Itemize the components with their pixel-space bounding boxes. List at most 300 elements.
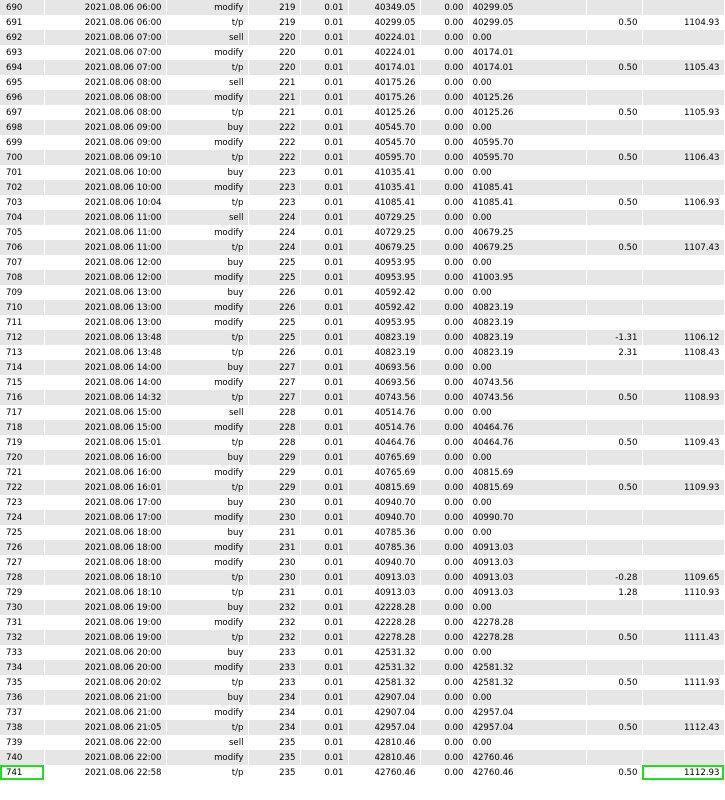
- cell-price: 42228.28: [348, 600, 420, 615]
- cell-tp: 40823.19: [468, 330, 586, 345]
- table-row[interactable]: [0, 570, 724, 585]
- cell-type: t/p: [166, 720, 248, 735]
- table-row[interactable]: [0, 660, 724, 675]
- cell-type: modify: [166, 510, 248, 525]
- table-row[interactable]: [0, 375, 724, 390]
- cell-sl: 0.00: [420, 705, 468, 720]
- cell-row-number: 707: [0, 255, 44, 270]
- cell-profit: [586, 120, 642, 135]
- cell-time: 2021.08.06 13:48: [44, 330, 166, 345]
- cell-tp: 40815.69: [468, 480, 586, 495]
- cell-time: 2021.08.06 21:00: [44, 690, 166, 705]
- cell-type: t/p: [166, 585, 248, 600]
- cell-type: modify: [166, 0, 248, 15]
- cell-profit: [586, 540, 642, 555]
- cell-profit: [586, 555, 642, 570]
- table-row[interactable]: [0, 240, 724, 255]
- cell-tp: 0.00: [468, 210, 586, 225]
- cell-size: 0.01: [300, 540, 348, 555]
- cell-order: 221: [248, 105, 300, 120]
- cell-balance: [642, 225, 724, 240]
- table-row[interactable]: [0, 330, 724, 345]
- cell-row-number: 721: [0, 465, 44, 480]
- cell-balance: [642, 555, 724, 570]
- table-row[interactable]: [0, 390, 724, 405]
- cell-size: 0.01: [300, 240, 348, 255]
- cell-tp: 0.00: [468, 690, 586, 705]
- cell-order: 223: [248, 165, 300, 180]
- cell-size: 0.01: [300, 705, 348, 720]
- cell-order: 231: [248, 525, 300, 540]
- cell-balance: 1108.93: [642, 390, 724, 405]
- cell-sl: 0.00: [420, 765, 468, 780]
- cell-type: t/p: [166, 195, 248, 210]
- table-row[interactable]: [0, 150, 724, 165]
- cell-tp: 0.00: [468, 600, 586, 615]
- cell-balance: [642, 525, 724, 540]
- table-row[interactable]: [0, 270, 724, 285]
- cell-time: 2021.08.06 09:00: [44, 120, 166, 135]
- cell-time: 2021.08.06 19:00: [44, 600, 166, 615]
- cell-time: 2021.08.06 18:10: [44, 570, 166, 585]
- cell-type: modify: [166, 135, 248, 150]
- table-row[interactable]: [0, 135, 724, 150]
- cell-price: 40785.36: [348, 540, 420, 555]
- table-row[interactable]: [0, 555, 724, 570]
- cell-tp: 40823.19: [468, 345, 586, 360]
- cell-balance: [642, 135, 724, 150]
- cell-price: 41035.41: [348, 165, 420, 180]
- cell-sl: 0.00: [420, 345, 468, 360]
- cell-profit: [586, 75, 642, 90]
- cell-balance: 1112.43: [642, 720, 724, 735]
- cell-time: 2021.08.06 13:00: [44, 315, 166, 330]
- table-row[interactable]: [0, 765, 724, 780]
- cell-balance: 1107.43: [642, 240, 724, 255]
- table-row[interactable]: [0, 585, 724, 600]
- cell-size: 0.01: [300, 0, 348, 15]
- cell-order: 226: [248, 345, 300, 360]
- cell-time: 2021.08.06 06:00: [44, 0, 166, 15]
- cell-tp: 0.00: [468, 120, 586, 135]
- cell-time: 2021.08.06 13:00: [44, 285, 166, 300]
- cell-type: modify: [166, 615, 248, 630]
- cell-profit: [586, 90, 642, 105]
- cell-size: 0.01: [300, 525, 348, 540]
- cell-profit: [586, 360, 642, 375]
- cell-order: 231: [248, 585, 300, 600]
- cell-size: 0.01: [300, 15, 348, 30]
- table-row[interactable]: [0, 195, 724, 210]
- cell-size: 0.01: [300, 345, 348, 360]
- cell-size: 0.01: [300, 435, 348, 450]
- cell-price: 40765.69: [348, 450, 420, 465]
- cell-sl: 0.00: [420, 660, 468, 675]
- cell-row-number: 715: [0, 375, 44, 390]
- cell-sl: 0.00: [420, 675, 468, 690]
- cell-sl: 0.00: [420, 630, 468, 645]
- cell-time: 2021.08.06 16:00: [44, 465, 166, 480]
- cell-type: t/p: [166, 330, 248, 345]
- table-row[interactable]: [0, 735, 724, 750]
- cell-row-number: 735: [0, 675, 44, 690]
- table-row[interactable]: [0, 210, 724, 225]
- cell-sl: 0.00: [420, 105, 468, 120]
- table-row[interactable]: [0, 615, 724, 630]
- table-row[interactable]: [0, 495, 724, 510]
- cell-balance: [642, 255, 724, 270]
- table-row[interactable]: [0, 480, 724, 495]
- table-row[interactable]: [0, 225, 724, 240]
- cell-order: 226: [248, 285, 300, 300]
- cell-type: t/p: [166, 480, 248, 495]
- cell-balance: 1109.65: [642, 570, 724, 585]
- cell-row-number: 733: [0, 645, 44, 660]
- table-row[interactable]: [0, 435, 724, 450]
- cell-order: 220: [248, 60, 300, 75]
- cell-sl: 0.00: [420, 180, 468, 195]
- cell-size: 0.01: [300, 75, 348, 90]
- cell-balance: [642, 660, 724, 675]
- cell-time: 2021.08.06 19:00: [44, 615, 166, 630]
- cell-price: 40175.26: [348, 75, 420, 90]
- cell-tp: 42957.04: [468, 720, 586, 735]
- cell-tp: 40464.76: [468, 420, 586, 435]
- cell-balance: [642, 375, 724, 390]
- cell-balance: [642, 615, 724, 630]
- cell-row-number: 740: [0, 750, 44, 765]
- cell-order: 230: [248, 510, 300, 525]
- cell-price: 40464.76: [348, 435, 420, 450]
- cell-size: 0.01: [300, 300, 348, 315]
- cell-price: 40545.70: [348, 120, 420, 135]
- cell-size: 0.01: [300, 390, 348, 405]
- cell-order: 232: [248, 630, 300, 645]
- cell-balance: [642, 120, 724, 135]
- cell-row-number: 737: [0, 705, 44, 720]
- cell-sl: 0.00: [420, 570, 468, 585]
- table-row[interactable]: [0, 675, 724, 690]
- cell-order: 230: [248, 570, 300, 585]
- cell-balance: 1104.93: [642, 15, 724, 30]
- cell-sl: 0.00: [420, 300, 468, 315]
- cell-balance: 1108.43: [642, 345, 724, 360]
- table-row[interactable]: [0, 315, 724, 330]
- cell-profit: [586, 255, 642, 270]
- cell-type: modify: [166, 375, 248, 390]
- table-row[interactable]: [0, 15, 724, 30]
- cell-profit: 0.50: [586, 150, 642, 165]
- cell-sl: 0.00: [420, 690, 468, 705]
- cell-time: 2021.08.06 18:00: [44, 555, 166, 570]
- cell-time: 2021.08.06 15:00: [44, 420, 166, 435]
- cell-tp: 0.00: [468, 285, 586, 300]
- cell-balance: [642, 705, 724, 720]
- cell-size: 0.01: [300, 720, 348, 735]
- cell-sl: 0.00: [420, 0, 468, 15]
- cell-tp: 40743.56: [468, 390, 586, 405]
- cell-order: 227: [248, 360, 300, 375]
- cell-type: sell: [166, 30, 248, 45]
- cell-price: 42760.46: [348, 765, 420, 780]
- cell-size: 0.01: [300, 45, 348, 60]
- cell-order: 233: [248, 675, 300, 690]
- cell-price: 40125.26: [348, 105, 420, 120]
- cell-type: modify: [166, 465, 248, 480]
- cell-order: 234: [248, 720, 300, 735]
- cell-type: t/p: [166, 765, 248, 780]
- table-row[interactable]: [0, 465, 724, 480]
- cell-price: 40299.05: [348, 15, 420, 30]
- cell-size: 0.01: [300, 60, 348, 75]
- cell-balance: [642, 750, 724, 765]
- cell-profit: [586, 495, 642, 510]
- cell-price: 40592.42: [348, 300, 420, 315]
- cell-time: 2021.08.06 18:00: [44, 525, 166, 540]
- table-row[interactable]: [0, 600, 724, 615]
- cell-type: modify: [166, 705, 248, 720]
- cell-row-number: 712: [0, 330, 44, 345]
- cell-time: 2021.08.06 06:00: [44, 15, 166, 30]
- cell-tp: 0.00: [468, 255, 586, 270]
- cell-row-number: 728: [0, 570, 44, 585]
- cell-tp: 0.00: [468, 495, 586, 510]
- cell-sl: 0.00: [420, 150, 468, 165]
- cell-time: 2021.08.06 14:00: [44, 360, 166, 375]
- cell-size: 0.01: [300, 255, 348, 270]
- cell-size: 0.01: [300, 585, 348, 600]
- cell-type: modify: [166, 225, 248, 240]
- cell-balance: [642, 90, 724, 105]
- cell-price: 42228.28: [348, 615, 420, 630]
- cell-sl: 0.00: [420, 240, 468, 255]
- cell-price: 40823.19: [348, 345, 420, 360]
- cell-balance: [642, 690, 724, 705]
- cell-tp: 40913.03: [468, 570, 586, 585]
- cell-price: 40693.56: [348, 375, 420, 390]
- cell-price: 42278.28: [348, 630, 420, 645]
- table-row[interactable]: [0, 420, 724, 435]
- cell-sl: 0.00: [420, 15, 468, 30]
- cell-row-number: 705: [0, 225, 44, 240]
- table-row[interactable]: [0, 450, 724, 465]
- table-row[interactable]: [0, 45, 724, 60]
- cell-size: 0.01: [300, 465, 348, 480]
- cell-row-number: 690: [0, 0, 44, 15]
- table-row[interactable]: [0, 645, 724, 660]
- cell-row-number: 710: [0, 300, 44, 315]
- table-row[interactable]: [0, 720, 724, 735]
- cell-sl: 0.00: [420, 270, 468, 285]
- cell-balance: [642, 270, 724, 285]
- cell-row-number: 694: [0, 60, 44, 75]
- cell-size: 0.01: [300, 750, 348, 765]
- cell-time: 2021.08.06 11:00: [44, 225, 166, 240]
- cell-price: 42531.32: [348, 660, 420, 675]
- cell-sl: 0.00: [420, 255, 468, 270]
- cell-tp: 42957.04: [468, 705, 586, 720]
- cell-time: 2021.08.06 10:04: [44, 195, 166, 210]
- cell-price: 40940.70: [348, 495, 420, 510]
- cell-order: 226: [248, 300, 300, 315]
- cell-balance: 1105.43: [642, 60, 724, 75]
- table-row[interactable]: [0, 510, 724, 525]
- cell-order: 225: [248, 255, 300, 270]
- cell-time: 2021.08.06 20:00: [44, 660, 166, 675]
- cell-row-number: 692: [0, 30, 44, 45]
- cell-row-number: 720: [0, 450, 44, 465]
- cell-row-number: 693: [0, 45, 44, 60]
- cell-order: 220: [248, 45, 300, 60]
- cell-row-number: 723: [0, 495, 44, 510]
- cell-profit: [586, 645, 642, 660]
- cell-time: 2021.08.06 14:32: [44, 390, 166, 405]
- cell-time: 2021.08.06 21:05: [44, 720, 166, 735]
- cell-tp: 42278.28: [468, 630, 586, 645]
- cell-sl: 0.00: [420, 750, 468, 765]
- cell-profit: [586, 315, 642, 330]
- cell-profit: 0.50: [586, 435, 642, 450]
- cell-tp: 40913.03: [468, 540, 586, 555]
- cell-price: 42957.04: [348, 720, 420, 735]
- cell-balance: 1111.93: [642, 675, 724, 690]
- cell-balance: [642, 735, 724, 750]
- cell-balance: [642, 465, 724, 480]
- cell-order: 235: [248, 750, 300, 765]
- table-row[interactable]: [0, 300, 724, 315]
- cell-row-number: 711: [0, 315, 44, 330]
- cell-sl: 0.00: [420, 465, 468, 480]
- cell-size: 0.01: [300, 195, 348, 210]
- cell-sl: 0.00: [420, 225, 468, 240]
- cell-balance: [642, 510, 724, 525]
- cell-type: buy: [166, 165, 248, 180]
- cell-order: 222: [248, 150, 300, 165]
- cell-price: 40175.26: [348, 90, 420, 105]
- cell-type: t/p: [166, 675, 248, 690]
- cell-row-number: 734: [0, 660, 44, 675]
- table-row[interactable]: [0, 105, 724, 120]
- table-row[interactable]: [0, 750, 724, 765]
- cell-sl: 0.00: [420, 135, 468, 150]
- cell-price: 40913.03: [348, 585, 420, 600]
- cell-price: 40693.56: [348, 360, 420, 375]
- cell-time: 2021.08.06 22:58: [44, 765, 166, 780]
- cell-profit: [586, 270, 642, 285]
- cell-type: modify: [166, 660, 248, 675]
- cell-row-number: 717: [0, 405, 44, 420]
- cell-tp: 40595.70: [468, 150, 586, 165]
- cell-time: 2021.08.06 18:00: [44, 540, 166, 555]
- table-row[interactable]: [0, 285, 724, 300]
- cell-type: t/p: [166, 570, 248, 585]
- cell-time: 2021.08.06 15:01: [44, 435, 166, 450]
- cell-profit: [586, 735, 642, 750]
- cell-type: t/p: [166, 150, 248, 165]
- cell-time: 2021.08.06 10:00: [44, 165, 166, 180]
- cell-profit: [586, 510, 642, 525]
- table-row[interactable]: [0, 705, 724, 720]
- cell-type: t/p: [166, 435, 248, 450]
- cell-type: modify: [166, 45, 248, 60]
- table-row[interactable]: [0, 60, 724, 75]
- table-row[interactable]: [0, 630, 724, 645]
- table-row[interactable]: [0, 360, 724, 375]
- cell-row-number: 719: [0, 435, 44, 450]
- cell-size: 0.01: [300, 600, 348, 615]
- table-row[interactable]: [0, 165, 724, 180]
- cell-time: 2021.08.06 22:00: [44, 735, 166, 750]
- table-row[interactable]: [0, 120, 724, 135]
- cell-type: buy: [166, 645, 248, 660]
- cell-order: 219: [248, 15, 300, 30]
- table-row[interactable]: [0, 690, 724, 705]
- cell-type: buy: [166, 690, 248, 705]
- table-row[interactable]: [0, 90, 724, 105]
- cell-order: 225: [248, 315, 300, 330]
- cell-profit: 2.31: [586, 345, 642, 360]
- cell-price: 40224.01: [348, 30, 420, 45]
- cell-profit: [586, 405, 642, 420]
- cell-sl: 0.00: [420, 510, 468, 525]
- table-row[interactable]: [0, 255, 724, 270]
- table-row[interactable]: [0, 180, 724, 195]
- cell-balance: 1111.43: [642, 630, 724, 645]
- cell-time: 2021.08.06 16:01: [44, 480, 166, 495]
- cell-price: 40815.69: [348, 480, 420, 495]
- cell-tp: 0.00: [468, 735, 586, 750]
- cell-size: 0.01: [300, 765, 348, 780]
- table-row[interactable]: [0, 0, 724, 15]
- cell-tp: 40299.05: [468, 15, 586, 30]
- table-row[interactable]: [0, 30, 724, 45]
- cell-balance: [642, 450, 724, 465]
- cell-type: modify: [166, 300, 248, 315]
- cell-time: 2021.08.06 10:00: [44, 180, 166, 195]
- cell-price: 41085.41: [348, 195, 420, 210]
- cell-type: modify: [166, 420, 248, 435]
- cell-type: modify: [166, 90, 248, 105]
- cell-sl: 0.00: [420, 495, 468, 510]
- cell-row-number: 695: [0, 75, 44, 90]
- cell-time: 2021.08.06 19:00: [44, 630, 166, 645]
- cell-price: 40743.56: [348, 390, 420, 405]
- table-row[interactable]: [0, 540, 724, 555]
- cell-row-number: 722: [0, 480, 44, 495]
- cell-row-number: 697: [0, 105, 44, 120]
- cell-price: 40953.95: [348, 270, 420, 285]
- cell-profit: [586, 180, 642, 195]
- table-row[interactable]: [0, 525, 724, 540]
- cell-sl: 0.00: [420, 390, 468, 405]
- cell-size: 0.01: [300, 645, 348, 660]
- cell-sl: 0.00: [420, 720, 468, 735]
- cell-price: 40545.70: [348, 135, 420, 150]
- cell-size: 0.01: [300, 120, 348, 135]
- table-row[interactable]: [0, 75, 724, 90]
- cell-profit: [586, 300, 642, 315]
- cell-size: 0.01: [300, 315, 348, 330]
- table-row[interactable]: [0, 345, 724, 360]
- cell-profit: [586, 420, 642, 435]
- cell-row-number: 736: [0, 690, 44, 705]
- table-row[interactable]: [0, 405, 724, 420]
- cell-time: 2021.08.06 14:00: [44, 375, 166, 390]
- cell-sl: 0.00: [420, 420, 468, 435]
- cell-size: 0.01: [300, 660, 348, 675]
- cell-type: t/p: [166, 390, 248, 405]
- cell-order: 232: [248, 615, 300, 630]
